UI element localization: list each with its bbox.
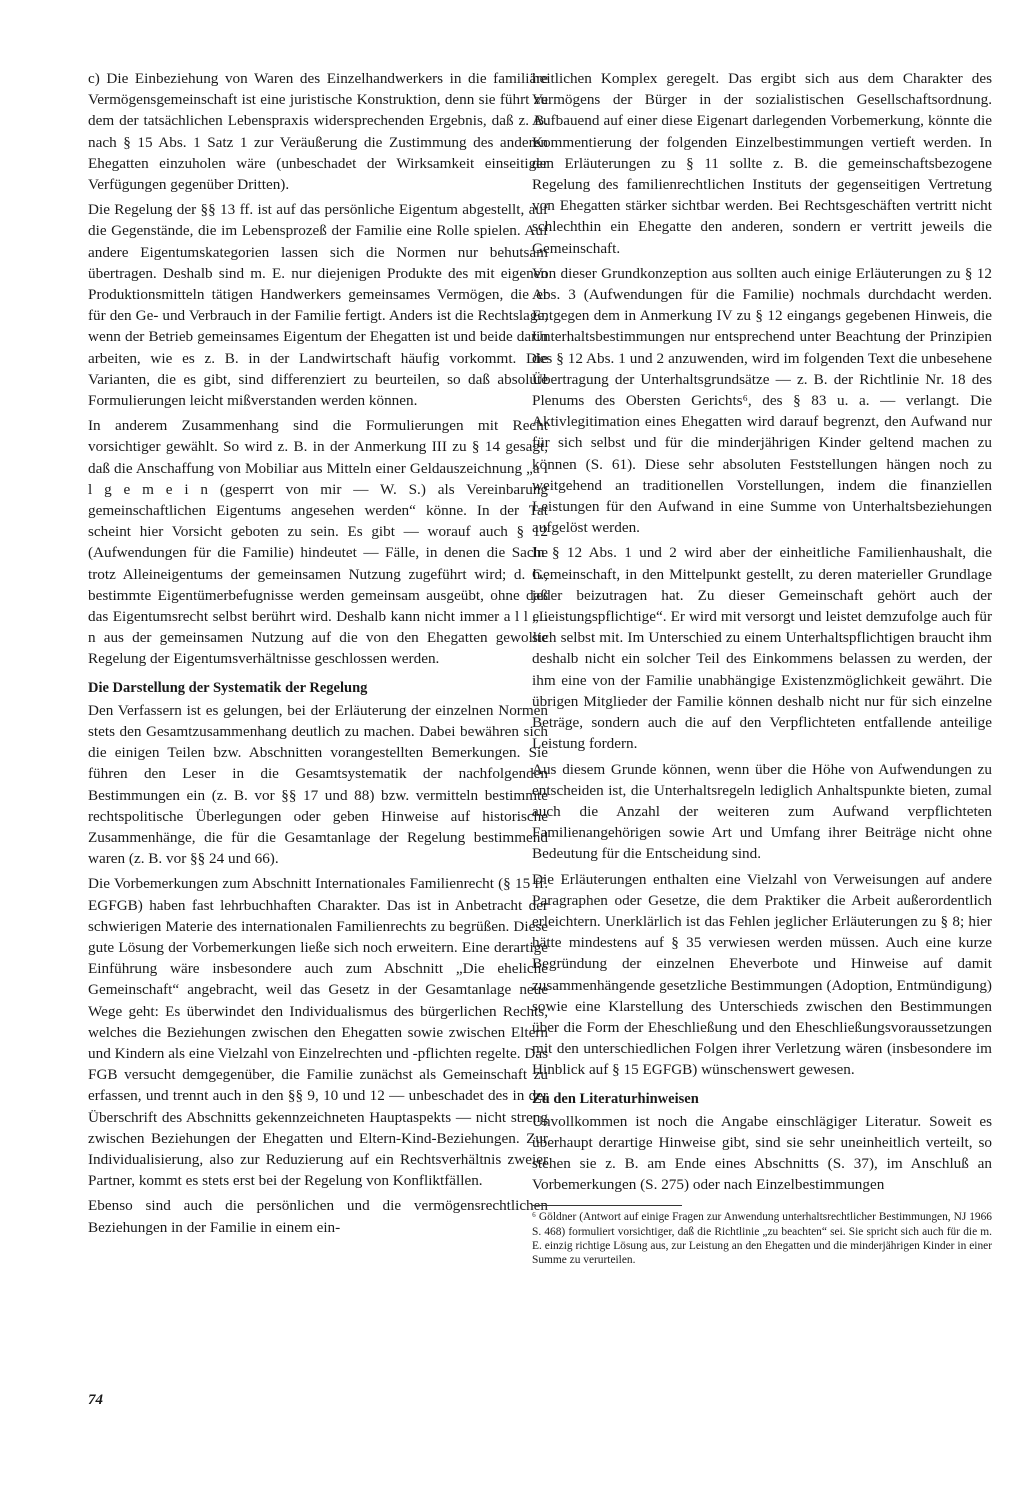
left-paragraph-2: Die Regelung der §§ 13 ff. ist auf das persönliche Eigentum abgestellt, auf die Gegenstände, die im Lebensprozeß der Familie eine Rolle spielen. Auf andere Eigentumskategorien lassen sich die Normen nur behutsam übertragen. Deshalb sind m. E. nur diejenigen Produkte des mit eigenen Produktionsmitteln tätigen Handwerkers gemeinsames Vermögen, die er für den Ge- und Verbrauch in der Familie fertigt. Anders ist die Rechtslage, wenn der Betrieb gemeinsames Eigentum der Ehegatten ist und beide darin arbeiten, wie es z. B. in der Landwirtschaft häufig vorkommt. Die Varianten, die es gibt, sind differenziert zu beurteilen, so daß absolute Formulierungen leicht mißverstanden werden können. <box>88 201 548 410</box>
right-paragraph-4: Aus diesem Grunde können, wenn über die Höhe von Aufwendungen zu entscheiden ist, die Unterhaltsregeln lediglich Anhaltspunkte bieten, zumal auch die Anzahl der weiteren zum Aufwand verpflichteten Familienangehörigen sowie Art und Umfang ihrer Beiträge nicht ohne Bedeutung für die Entscheidung sind. <box>532 760 992 863</box>
footnote-separator <box>532 1205 682 1206</box>
left-paragraph-4: Den Verfassern ist es gelungen, bei der Erläuterung der einzelnen Normen stets den Gesamtzusammenhang deutlich zu machen. Dabei bewähren sich die einigen Teilen bzw. Abschnitten vorangestellten Bemerkungen. Sie führen den Leser in die Gesamtsystematik der nachfolgenden Bestimmungen ein (z. B. vor §§ 17 und 88) bzw. vermitteln bestimmte rechtspolitische Überlegungen oder geben Hinweise auf historische Zusammenhänge, die für die Gesamtanlage der Regelung bestimmend waren (z. B. vor §§ 24 und 66). <box>88 701 548 868</box>
left-paragraph-3: In anderem Zusammenhang sind die Formulierungen mit Recht vorsichtiger gewählt. So wird z. B. in der Anmerkung III zu § 14 gesagt, daß die Anschaffung von Mobiliar aus Mitteln einer Geldauszeichnung „a l l g e m e i n (gesperrt von mir — W. S.) als Vereinbarung gemeinschaftlichen Eigentums angesehen werden“ könne. In der Tat scheint hier Vorsicht geboten zu sein. Es gibt — worauf auch § 12 (Aufwendungen für die Familie) hindeutet — Fälle, in denen die Sache trotz Alleineigentums der gemeinsamen Nutzung zugeführt wird; d. h., bestimmte Eigentümerbefugnisse werden gemeinsam ausgeübt, ohne daß das Eigentumsrecht selbst berührt wird. Deshalb kann nicht immer a l l e i n aus der gemeinsamen Nutzung auf die von den Ehegatten gewollte Regelung der Eigentumsverhältnisse geschlossen werden. <box>88 417 548 668</box>
right-paragraph-2: Von dieser Grundkonzeption aus sollten auch einige Erläuterungen zu § 12 Abs. 3 (Aufwendungen für die Familie) nochmals durchdacht werden. Entgegen dem in Anmerkung IV zu § 12 eingangs gegebenen Hinweis, die Unterhaltsbestimmungen nur entsprechend unter Beachtung der Prinzipien des § 12 Abs. 1 und 2 anzuwenden, wird im folgenden Text die unbesehene Übertragung der Unterhaltsgrundsätze — z. B. der Richtlinie Nr. 18 des Plenums des Obersten Gerichts⁶, des § 83 u. a. — verlangt. Die Aktivlegitimation eines Ehegatten wird darauf begrenzt, den Aufwand nur für sich selbst und für die minderjährigen Kinder geltend machen zu können (S. 61). Diese sehr absoluten Feststellungen hängen noch zu weitgehend an traditionellen Vorstellungen, indem die finanziellen Leistungen für den Aufwand in eine Summe von Unterhaltsbeziehungen aufgelöst werden. <box>532 264 992 537</box>
left-column <box>88 68 548 1242</box>
left-paragraph-5: Die Vorbemerkungen zum Abschnitt Internationales Familienrecht (§ 15 ff. EGFGB) haben fast lehrbuchhaften Charakter. Das ist in Anbetracht der schwierigen Materie des internationalen Familienrechts zu begrüßen. Diese gute Lösung der Vorbemerkungen ließe sich noch erweitern. Eine derartige Einführung wäre insbesondere auch zum Abschnitt „Die eheliche Gemeinschaft“ angebracht, weil das Gesetz in der Gesamtanlage neue Wege geht: Es überwindet den Individualismus des bürgerlichen Rechts, welches die Beziehungen zwischen den Ehegatten sowie zwischen Eltern und Kindern als eine Vielzahl von Einzelrechten und -pflichten regelte. Das FGB versucht demgegenüber, die Familie zunächst als Gemeinschaft zu erfassen, und trennt auch in den §§ 9, 10 und 12 — unbeschadet des in der Überschrift des Abschnitts gekennzeichneten Hauptaspekts — nicht streng zwischen Beziehungen der Ehegatten und Eltern-Kind-Beziehungen. Zur Individualisierung, also zur Reduzierung auf ein Rechtsverhältnis zweier Partner, kommt es stets erst bei der Regelung von Konfliktfällen. <box>88 875 548 1190</box>
page-number: 74 <box>88 1392 103 1408</box>
right-column <box>532 68 992 1267</box>
section-heading-literatur: Zu den Literaturhinweisen <box>532 1090 699 1107</box>
footnote-6: ⁶ Göldner (Antwort auf einige Fragen zur Anwendung unterhaltsrechtlicher Bestimmungen, NJ 1966 S. 468) formuliert vorsichtiger, daß die Richtlinie „zu beachten“ sei. Sie spricht sich auch für die m. E. einzig richtige Lösung aus, zur Leistung an den Ehegatten und die minderjährigen Kinder in einer Summe zu verurteilen. <box>532 1211 992 1266</box>
left-paragraph-6: Ebenso sind auch die persönlichen und die vermögensrechtlichen Beziehungen in der Familie in einem ein- <box>88 1197 548 1236</box>
right-paragraph-6: Unvollkommen ist noch die Angabe einschlägiger Literatur. Soweit es überhaupt derartige Hinweise gibt, sind sie sehr uneinheitlich verteilt, so stehen sie z. B. am Ende eines Abschnitts (S. 37), im Anschluß an Vorbemerkungen (S. 275) oder nach Einzelbestimmungen <box>532 1112 992 1194</box>
right-paragraph-3: In § 12 Abs. 1 und 2 wird aber der einheitliche Familienhaushalt, die Gemeinschaft, in den Mittelpunkt gestellt, zu deren materieller Grundlage jeder beizutragen hat. Zu dieser Gemeinschaft gehört auch der „Leistungspflichtige“. Er wird mit versorgt und leistet demzufolge auch für sich selbst mit. Im Unterschied zu einem Unterhaltspflichtigen braucht ihm deshalb nicht ein solcher Teil des Einkommens belassen zu werden, der ihm eine von der Familie unabhängige Existenzmöglichkeit gewährt. Die übrigen Mitglieder der Familie können deshalb nicht nur für sich einzelne Beträge, sondern auch die auf den Verpflichteten entfallende anteilige Leistung fordern. <box>532 544 992 753</box>
section-heading-systematik: Die Darstellung der Systematik der Regelung <box>88 679 368 696</box>
right-paragraph-1: heitlichen Komplex geregelt. Das ergibt sich aus dem Charakter des Vermögens der Bürger in der sozialistischen Gesellschaftsordnung. Aufbauend auf einer diese Eigenart darlegenden Vorbemerkung, könnte die Kommentierung der folgenden Einzelbestimmungen vertieft werden. In den Erläuterungen zu § 11 sollte z. B. die gemeinschaftsbezogene Regelung des familienrechtlichen Instituts der gegenseitigen Vertretung von Ehegatten stärker sichtbar werden. Bei Rechtsgeschäften vertritt nicht schlechthin ein Ehegatte den anderen, sondern er vertritt jeweils die Gemeinschaft. <box>532 70 992 257</box>
left-paragraph-1: c) Die Einbeziehung von Waren des Einzelhandwerkers in die familiäre Vermögensgemeinschaft ist eine juristische Konstruktion, denn sie führt zu dem der tatsächlichen Lebenspraxis widersprechenden Ergebnis, daß z. B. nach § 15 Abs. 1 Satz 1 zur Veräußerung die Zustimmung des anderen Ehegatten einzuholen wäre (unbeschadet der Wirksamkeit einseitiger Verfügungen gegenüber Dritten). <box>88 70 548 194</box>
right-paragraph-5: Die Erläuterungen enthalten eine Vielzahl von Verweisungen auf andere Paragraphen oder Gesetze, die dem Praktiker die Arbeit außerordentlich erleichtern. Unerklärlich ist das Fehlen jeglicher Erläuterungen zu § 8; hier hätte mindestens auf § 35 verwiesen werden müssen. Auch eine kurze Begründung der einzelnen Eheverbote und Hinweise auf damit zusammenhängende gesetzliche Bestimmungen (Adoption, Entmündigung) sowie eine Klarstellung des Unterschieds zwischen den Bestimmungen über die Form der Eheschließung und den Eheschließungsvoraussetzungen mit den unterschiedlichen Folgen ihrer Verletzung wären (insbesondere im Hinblick auf § 15 EGFGB) wünschenswert gewesen. <box>532 870 992 1079</box>
